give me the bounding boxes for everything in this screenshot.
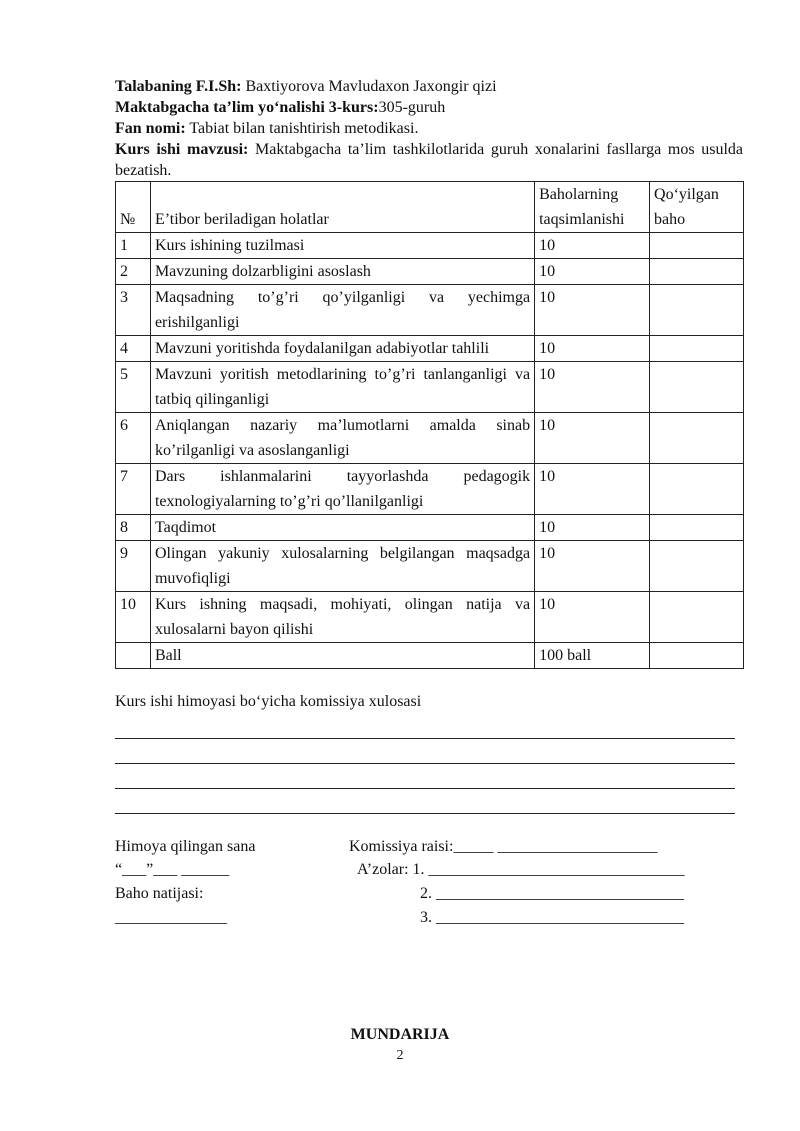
row-number: 1	[116, 233, 151, 259]
row-score: 10	[535, 285, 650, 336]
row-score: 10	[535, 336, 650, 362]
table-row	[116, 541, 744, 592]
row-criteria: Aniqlangan nazariy ma’lumotlarni amalda sinab ko’rilganligi va asoslanganligi	[150, 413, 534, 464]
grade-result-label: Baho natijasi:	[115, 885, 204, 902]
row-grade	[650, 285, 744, 336]
row-criteria: Maqsadning to’g’ri qo’yilganligi va yechimga erishilganligi	[150, 285, 534, 336]
topic-value: Maktabgacha ta’lim tashkilotlarida guruh xonalarini fasllarga mos usulda bezatish.	[115, 141, 743, 179]
row-grade	[650, 643, 744, 669]
row-criteria: Ball	[150, 643, 534, 669]
signature-block	[115, 838, 743, 948]
conclusion-line	[115, 714, 735, 739]
row-score: 10	[535, 362, 650, 413]
table-total-row	[116, 643, 744, 669]
row-criteria: Mavzuni yoritish metodlarining to’g’ri tanlanganligi va tatbiq qilinganligi	[150, 362, 534, 413]
topic-label: Kurs ishi mavzusi:	[115, 141, 249, 158]
row-number: 6	[116, 413, 151, 464]
header-criteria: E’tibor beriladigan holatlar	[150, 182, 534, 233]
row-score: 10	[535, 515, 650, 541]
row-number: 3	[116, 285, 151, 336]
row-number: 10	[116, 592, 151, 643]
row-score: 10	[535, 233, 650, 259]
conclusion-line	[115, 739, 735, 764]
table-row	[116, 464, 744, 515]
student-name-line	[115, 76, 743, 97]
row-score: 10	[535, 413, 650, 464]
row-criteria: Olingan yakuniy xulosalarning belgilangan maqsadga muvofiqligi	[150, 541, 534, 592]
commission-conclusion	[115, 689, 743, 814]
subject-value: Tabiat bilan tanishtirish metodikasi.	[185, 120, 419, 137]
row-grade	[650, 233, 744, 259]
direction-label: Maktabgacha ta’lim yo‘nalishi 3-kurs:	[115, 99, 379, 116]
header-grade: Qo‘yilgan baho	[650, 182, 744, 233]
student-name-label: Talabaning F.I.Sh:	[115, 78, 242, 95]
direction-value: 305-guruh	[378, 99, 446, 116]
defense-date-label: Himoya qilingan sana	[115, 838, 256, 855]
table-row	[116, 285, 744, 336]
student-name-value: Baxtiyorova Mavludaxon Jaxongir qizi	[241, 78, 497, 95]
subject-label: Fan nomi:	[115, 120, 186, 137]
commission-member-3: 3. _______________________________	[420, 909, 684, 926]
table-row	[116, 362, 744, 413]
row-grade	[650, 541, 744, 592]
defense-date-blank: “___”___ ______	[115, 861, 230, 878]
row-score: 10	[535, 592, 650, 643]
row-number: 4	[116, 336, 151, 362]
page-number: 2	[396, 1048, 404, 1063]
row-grade	[650, 362, 744, 413]
document-page	[115, 76, 743, 948]
row-criteria: Kurs ishining tuzilmasi	[150, 233, 534, 259]
row-grade	[650, 464, 744, 515]
row-grade	[650, 413, 744, 464]
row-grade	[650, 515, 744, 541]
table-row	[116, 515, 744, 541]
row-grade	[650, 259, 744, 285]
contents-heading: MUNDARIJA	[350, 1026, 450, 1043]
table-row	[116, 259, 744, 285]
table-row	[116, 233, 744, 259]
row-criteria: Mavzuning dolzarbligini asoslash	[150, 259, 534, 285]
row-criteria: Dars ishlanmalarini tayyorlashda pedagogik texnologiyalarning to’g’ri qo’llanilganligi	[150, 464, 534, 515]
row-number: 2	[116, 259, 151, 285]
row-score: 100 ball	[535, 643, 650, 669]
row-grade	[650, 592, 744, 643]
conclusion-label: Kurs ishi himoyasi bo‘yicha komissiya xulosasi	[115, 693, 422, 710]
header-distribution: Baholarning taqsimlanishi	[535, 182, 650, 233]
header-num: №	[116, 182, 151, 233]
commission-member-2: 2. _______________________________	[420, 885, 684, 902]
row-number: 9	[116, 541, 151, 592]
commission-members: A’zolar: 1. ________________________________	[357, 861, 685, 878]
row-score: 10	[535, 464, 650, 515]
conclusion-line	[115, 789, 735, 814]
table-header-row	[116, 182, 744, 233]
row-score: 10	[535, 259, 650, 285]
table-row	[116, 336, 744, 362]
table-row	[116, 413, 744, 464]
grade-result-blank: ______________	[115, 909, 227, 926]
row-criteria: Mavzuni yoritishda foydalanilgan adabiyotlar tahlili	[150, 336, 534, 362]
row-criteria: Taqdimot	[150, 515, 534, 541]
topic-line	[115, 139, 743, 181]
row-number: 5	[116, 362, 151, 413]
row-grade	[650, 336, 744, 362]
row-number: 7	[116, 464, 151, 515]
conclusion-line	[115, 764, 735, 789]
commission-chair: Komissiya raisi:_____ ____________________	[349, 838, 658, 855]
direction-line	[115, 97, 743, 118]
row-number	[116, 643, 151, 669]
row-criteria: Kurs ishning maqsadi, mohiyati, olingan natija va xulosalarni bayon qilishi	[150, 592, 534, 643]
row-number: 8	[116, 515, 151, 541]
grading-table	[115, 181, 744, 669]
subject-line	[115, 118, 743, 139]
table-row	[116, 592, 744, 643]
row-score: 10	[535, 541, 650, 592]
